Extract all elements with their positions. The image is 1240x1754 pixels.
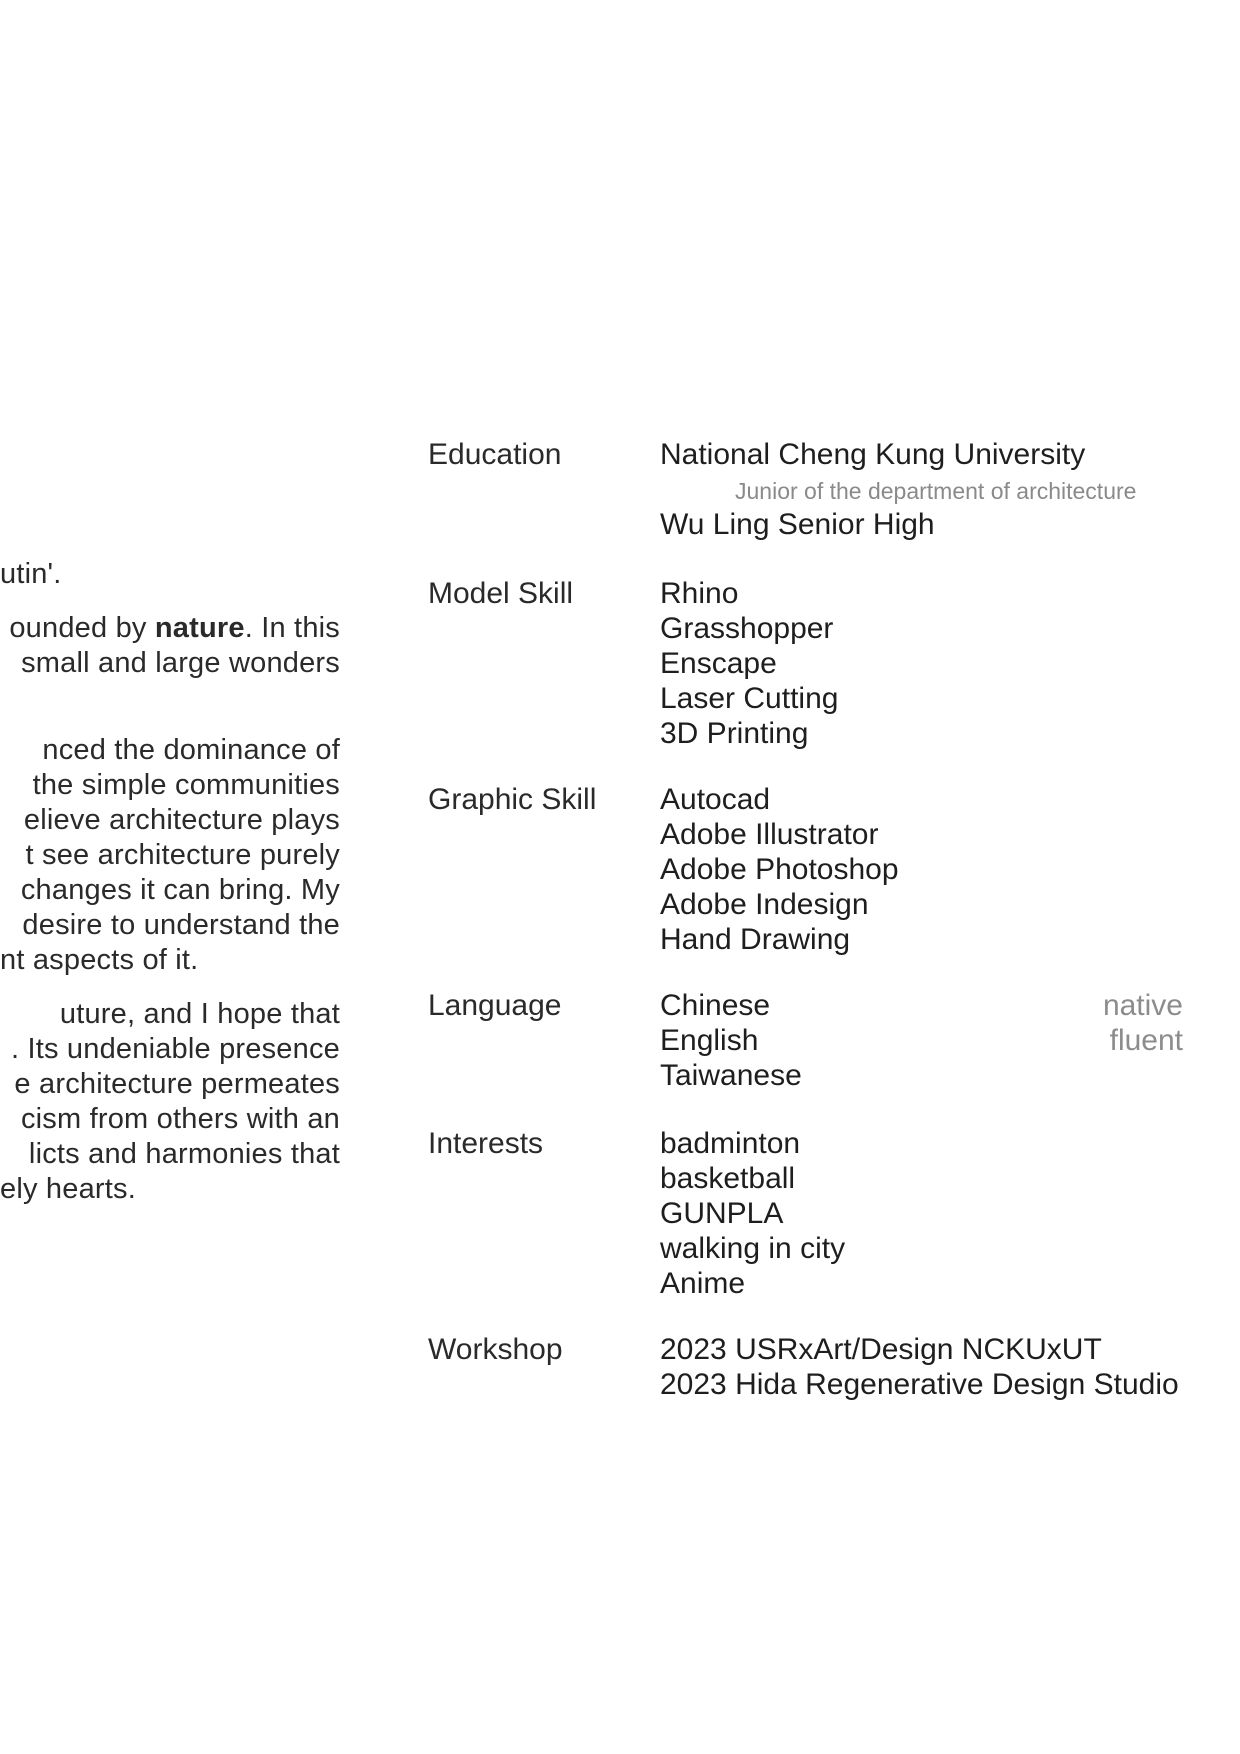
- model-skill-label: Model Skill: [428, 577, 574, 610]
- bio-column: [0, 0, 340, 1754]
- bio-p3-last-line: nt aspects of it.: [0, 944, 199, 976]
- bio-p2-line-2: small and large wonders: [21, 647, 340, 679]
- workshop-label: Workshop: [428, 1333, 563, 1366]
- graphic-skill-item: Autocad: [660, 783, 771, 816]
- language-item: Taiwanese: [660, 1059, 802, 1092]
- bio-p2-line-1: [9, 611, 340, 646]
- interest-item: GUNPLA: [660, 1197, 784, 1230]
- bio-p2-post: . In this: [244, 612, 340, 644]
- bio-p4-line: licts and harmonies that: [28, 1138, 340, 1170]
- interest-item: basketball: [660, 1162, 796, 1195]
- bio-p1-line: utin'.: [0, 558, 62, 590]
- bio-p4-last-line: ely hearts.: [0, 1173, 136, 1205]
- language-level-fluent: fluent: [1109, 1024, 1183, 1057]
- interest-item: badminton: [660, 1127, 801, 1160]
- graphic-skill-item: Adobe Illustrator: [660, 818, 879, 851]
- graphic-skill-label: Graphic Skill: [428, 783, 597, 816]
- bio-p3-line: nced the dominance of: [42, 734, 340, 766]
- bio-p4-line: cism from others with an: [20, 1103, 340, 1135]
- bio-p4-line: e architecture permeates: [14, 1068, 340, 1100]
- workshop-item: 2023 USRxArt/Design NCKUxUT: [660, 1333, 1102, 1366]
- education-note: Junior of the department of architecture: [735, 478, 1137, 504]
- graphic-skill-item: Adobe Photoshop: [660, 853, 899, 886]
- graphic-skill-item: Hand Drawing: [660, 923, 851, 956]
- bio-p2-bold-nature: nature: [154, 612, 245, 644]
- language-item: Chinese: [660, 989, 771, 1022]
- bio-p3-line: the simple communities: [32, 769, 340, 801]
- education-label: Education: [428, 438, 562, 471]
- interests-label: Interests: [428, 1127, 544, 1160]
- model-skill-item: Laser Cutting: [660, 682, 839, 715]
- bio-p4-line: uture, and I hope that: [59, 998, 340, 1030]
- education-school-ncku: National Cheng Kung University: [660, 438, 1086, 471]
- language-level-native: native: [1102, 989, 1183, 1022]
- model-skill-item: Rhino: [660, 577, 739, 610]
- bio-p3-line: changes it can bring. My: [20, 874, 340, 906]
- graphic-skill-item: Adobe Indesign: [660, 888, 869, 921]
- language-label: Language: [428, 989, 562, 1022]
- bio-p3-line: t see architecture purely: [25, 839, 340, 871]
- model-skill-item: Grasshopper: [660, 612, 834, 645]
- bio-p3-line: desire to understand the: [22, 909, 340, 941]
- model-skill-item: 3D Printing: [660, 717, 809, 750]
- interest-item: Anime: [660, 1267, 746, 1300]
- bio-p3-line: elieve architecture plays: [23, 804, 340, 836]
- bio-p2-pre: ounded by: [9, 612, 155, 644]
- education-school-wuling: Wu Ling Senior High: [660, 508, 935, 541]
- model-skill-item: Enscape: [660, 647, 777, 680]
- bio-p4-line: . Its undeniable presence: [10, 1033, 340, 1065]
- interest-item: walking in city: [660, 1232, 846, 1265]
- language-item: English: [660, 1024, 759, 1057]
- workshop-item: 2023 Hida Regenerative Design Studio: [660, 1368, 1179, 1401]
